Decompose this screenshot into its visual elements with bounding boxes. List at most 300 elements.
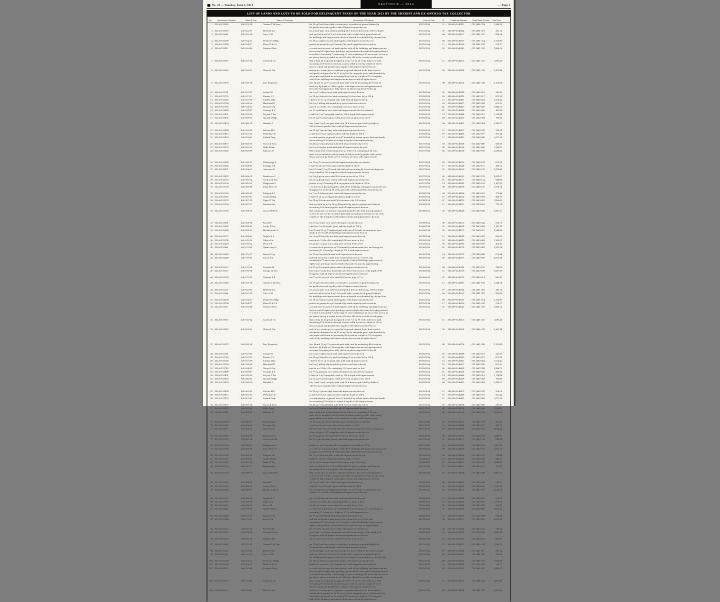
description-line: lot 19 sq 9 brookfield subd with improvements thereon	[309, 253, 363, 256]
table-cell: CB 2481-220	[471, 302, 491, 305]
table-cell: 12	[440, 531, 447, 534]
description-line: lot 2 sq 4 green acres subd 60 ft front on fern st by 132 ft	[309, 434, 365, 437]
description-line: n half lot 5 sq 9 sunnydale subd by 130 ft depth with improvements	[309, 113, 375, 116]
table-cell: 06/27/2014	[418, 428, 440, 431]
table-cell: 041-571-27	[240, 515, 262, 518]
table-cell: 43	[207, 246, 213, 249]
table-cell: 52	[207, 299, 213, 302]
table-cell: 06/30/2014	[418, 531, 440, 534]
description-cell	[309, 44, 419, 47]
table-cell: 041-557-21	[240, 356, 262, 359]
table-cell: 2014-R-0148486	[447, 133, 471, 136]
table-cell: 06/25/2014	[418, 44, 440, 47]
description-cell	[309, 266, 419, 269]
description-line: und int in a certain piece or portion of ground situated in the third ward of	[309, 328, 381, 331]
table-cell: 041-559-07	[240, 371, 262, 374]
table-cell: Savoie Est	[262, 257, 308, 260]
table-cell: CB 2482-017	[471, 356, 491, 359]
table-cell: 14	[440, 515, 447, 518]
table-cell: 21	[207, 136, 213, 139]
description-line: und one half int in lot 9 sq 14 riverside add a certain lot of ground with all	[309, 33, 381, 36]
table-cell: 041-567-01	[240, 458, 262, 461]
table-cell: 2014-R-0148423	[447, 106, 471, 109]
table-cell: 06	[440, 504, 447, 507]
description-line: lot 27 sq 50 crescent view subd 49 ft on arc st by 117 ft	[309, 276, 363, 279]
table-cell: 50	[207, 289, 213, 292]
table-cell: 2014-R-0148625	[447, 200, 471, 203]
table-cell: CB 2481-233	[471, 580, 491, 583]
table-cell: Boudreaux C	[262, 435, 308, 438]
table-cell: 1,246.91	[493, 407, 503, 410]
description-line: designated as lot 20 sq 26 of the pine hills subd bounded by ash and elm sts	[309, 188, 382, 192]
table-cell: 241.65	[495, 352, 503, 356]
table-row	[207, 518, 510, 528]
description-line: lot 6 sq 10 harbor point subd with all improvements thereon	[309, 407, 367, 410]
description-cell	[309, 182, 419, 185]
table-cell: 2014-R-0148317	[447, 553, 471, 556]
description-cell	[309, 165, 419, 168]
description-line: a certain tract or parcel of land together with all the buildings and improvements	[309, 567, 387, 570]
table-cell: 06/25/2014	[418, 567, 440, 570]
table-cell: 2014-R-0148444	[447, 113, 471, 116]
description-cell	[309, 518, 419, 527]
table-cell: CB 2483-102	[471, 266, 491, 269]
table-cell: 2014-0113278	[214, 210, 240, 213]
table-cell: 51	[207, 292, 213, 295]
description-line: lots 14 and 15 sq 27 crestwood park subd each lot measuring 40 ft front on	[309, 343, 382, 346]
table-cell: 42	[207, 243, 213, 246]
table-cell: Hebert L Est	[262, 589, 308, 592]
table-cell: 1,248.36	[493, 23, 503, 26]
table-cell: 041-561-41	[240, 397, 262, 400]
table-cell: 06/30/2014	[418, 246, 440, 249]
table-cell: 2014-0113488	[214, 257, 240, 260]
table-cell: 61	[207, 364, 213, 367]
table-cell: 2014-0113071	[214, 428, 240, 431]
table-cell: CB 2483-057	[471, 489, 491, 492]
table-cell: 041-569-23	[240, 229, 262, 232]
table-cell: CB 2483-102	[471, 528, 491, 531]
table-cell: CB 2481-239	[471, 589, 491, 592]
table-cell: Fontenot Bros	[262, 567, 308, 570]
description-cell	[309, 122, 419, 128]
table-cell: CB 2481-194	[471, 543, 491, 546]
table-cell: Picou J B	[262, 243, 308, 246]
table-cell: 530.71	[495, 481, 503, 484]
table-cell: Carro J M	[262, 292, 308, 295]
table-cell: 041-569-41	[240, 236, 262, 239]
table-cell: 06/26/2014	[418, 382, 440, 385]
description-line: the parish aforesaid together with all improvements thereon	[309, 26, 367, 29]
table-cell: 041-556-01	[240, 328, 262, 331]
table-cell: 041-560-19	[240, 382, 262, 385]
table-cell: 041-571-09	[240, 246, 262, 249]
table-cell: CB 2483-063	[471, 236, 491, 239]
table-row	[207, 82, 510, 92]
description-line: a depth of 145 ft together with improvements and appurtenances thereon	[309, 215, 380, 219]
description-line: the parish aforesaid together with all improvements thereon	[309, 546, 367, 549]
table-cell: 09	[440, 299, 447, 302]
table-cell: 2014-0112541	[214, 553, 240, 556]
description-line: s half lot 3 sq 24 myrtle grove subd by depth of 119 ft	[309, 225, 362, 228]
table-cell: 2014-0112483	[214, 543, 240, 546]
table-cell: 2014-R-0148652	[447, 222, 471, 225]
description-line: st by a depth of 105 ft together with all improvements thereon	[309, 171, 369, 174]
table-cell: CB 2481-214	[471, 299, 491, 302]
table-cell: 041-553-02	[240, 289, 262, 292]
table-cell: 07	[440, 550, 447, 553]
table-cell: 2,549.60	[493, 229, 503, 232]
table-cell: 74	[207, 424, 213, 427]
table-cell: CB 2483-038	[471, 210, 491, 213]
table-cell: 2014-0113396	[214, 239, 240, 242]
table-cell: 06/30/2014	[418, 253, 440, 256]
description-line: as lot 5 of sq 17 of the westmoreland subd measuring 55 ft front on vine st by	[309, 212, 384, 216]
description-line: that certain lot of ground designated as lot 7 of sq 19 of the belleview subd	[309, 579, 382, 583]
table-cell: 2014-0113537	[214, 270, 240, 273]
table-cell: 2014-R-0148610	[447, 196, 471, 199]
description-line: a certain lot of ground in sq 72 bounded by annunciation race and orange sts	[309, 246, 383, 249]
table-cell: 12	[440, 390, 447, 393]
table-cell: Yarborough L	[262, 421, 308, 424]
description-cell	[309, 580, 419, 589]
table-cell: CB 2481-201	[471, 289, 491, 292]
table-cell: CB 2482-011	[471, 92, 491, 95]
table-cell: CB 2482-083	[471, 136, 491, 139]
table-cell: Bellford Est	[262, 550, 308, 553]
description-line: lot 4 sq 22 pine crest subd measuring 60 ft front on third st by 120 ft in depth	[309, 549, 384, 553]
table-cell: 06/25/2014	[418, 553, 440, 556]
description-cell	[309, 497, 419, 500]
table-cell: CB 2482-090	[471, 143, 491, 146]
description-line: tract in sec 22 t8s r12e containing 1.10 acres more or less	[309, 367, 365, 370]
table-cell: 04	[440, 553, 447, 556]
table-cell: 2014-R-0148465	[447, 122, 471, 125]
description-line: st by a depth of 105 ft together with all improvements thereon	[309, 431, 369, 434]
description-line: portion of ground in sq 41 bounded by canal magnolia and second sts	[309, 43, 377, 46]
description-line: measuring 50 ft front on chestnut st same width in rear by a depth of 150 ft	[309, 62, 382, 66]
table-cell: 964.50	[495, 33, 503, 36]
table-cell: 2014-0112507	[214, 550, 240, 553]
table-cell: 041-559-26	[240, 374, 262, 377]
table-cell: CB 2482-077	[471, 394, 491, 397]
table-cell: 041-556-01	[240, 589, 262, 592]
table-cell: 041-567-01	[240, 196, 262, 199]
table-cell: Olivier Est	[262, 239, 308, 242]
table-cell: 2014-R-0148304	[447, 30, 471, 33]
table-cell: 06/26/2014	[418, 110, 440, 113]
table-cell: 06/27/2014	[418, 150, 440, 153]
table-cell: 06/28/2014	[418, 497, 440, 500]
description-cell	[309, 246, 419, 252]
table-cell: CB 2483-044	[471, 481, 491, 484]
description-line: 140 ft between parallel lines with all improvements thereon	[309, 384, 367, 387]
table-cell: 2014-R-0148540	[447, 165, 471, 168]
table-cell: Boudreaux C	[262, 175, 308, 178]
description-line: lot 40 sq 21 meadowlark subd 50 ft front on lark ln by 125 ft	[309, 142, 368, 146]
description-line: in section 14 township 7 south range 11 east containing 2.45 acres more or less as	[309, 53, 388, 56]
table-cell: 2014-R-0148695	[447, 501, 471, 504]
description-line: lots 9 10 and 11 sq 29 south side add each measuring 40 ft front on dorgenois	[309, 168, 384, 171]
description-cell	[309, 462, 419, 465]
description-cell	[309, 328, 419, 340]
table-cell: 041-561-05	[240, 390, 262, 393]
table-cell: 041-554-11	[240, 560, 262, 563]
table-cell: 041-557-39	[240, 99, 262, 102]
description-cell	[309, 408, 419, 411]
table-cell: 2,874.46	[493, 428, 503, 431]
table-cell: 376.48	[495, 192, 503, 195]
table-cell: 2014-0113348	[214, 229, 240, 232]
table-cell: 041-562-34	[240, 146, 262, 149]
table-cell: CB 2481-201	[471, 30, 491, 33]
table-cell: Thibodaux R	[262, 394, 308, 397]
description-line: per plat of survey recorded in cob 412 folio 188 of the records of said parish	[309, 56, 383, 59]
description-cell	[309, 243, 419, 246]
description-line: lots 1 and 2 sq 5 east gate subd each 50 ft front on gate blvd by depth of	[309, 122, 379, 125]
table-cell: 2014-R-0148374	[447, 82, 471, 85]
table-cell: 06/27/2014	[418, 435, 440, 438]
table-cell: Credeur & Fils	[262, 438, 308, 441]
table-cell: 06/26/2014	[418, 122, 440, 125]
description-cell	[309, 378, 419, 381]
table-cell: Prejean T Est	[262, 113, 308, 116]
table-cell: 05	[440, 485, 447, 488]
table-cell: 07	[440, 30, 447, 33]
table-cell: 2014-0112726	[214, 356, 240, 359]
table-cell: CB 2483-069	[471, 239, 491, 242]
description-cell	[309, 567, 419, 579]
table-cell: 13	[440, 360, 447, 363]
description-line: und one third int in lot 14 sq 48 bounded by gravier palmyra and clark sts	[309, 465, 380, 468]
column-header: Date of Sale	[423, 19, 435, 22]
table-cell: 673.48	[495, 514, 503, 517]
table-cell: 6	[207, 47, 213, 50]
table-cell: 03	[440, 567, 447, 570]
table-cell: 84	[207, 472, 213, 475]
table-cell: 11	[440, 465, 447, 468]
description-cell	[309, 47, 419, 59]
description-line: lot 11 sq 30 bay side terr subd with improvements thereon	[309, 235, 366, 238]
table-cell: 2014-0112637	[214, 60, 240, 63]
table-cell: 1,118.08	[493, 113, 503, 116]
table-cell: 041-560-19	[240, 122, 262, 125]
table-cell: 2014-0112874	[214, 122, 240, 125]
table-cell: 041-566-26	[240, 454, 262, 457]
table-cell: 041-562-16	[240, 404, 262, 407]
description-cell	[309, 454, 419, 457]
table-cell: 47	[207, 270, 213, 273]
table-cell: 725.39	[495, 203, 503, 206]
table-cell: 07	[440, 133, 447, 136]
table-cell: 041-568-12	[240, 472, 262, 475]
description-cell	[309, 150, 419, 159]
table-cell: 2014-0112594	[214, 564, 240, 567]
table-cell: Arcement B	[262, 428, 308, 431]
description-cell	[309, 200, 419, 203]
table-cell: 041-562-34	[240, 408, 262, 411]
table-cell: 041-572-38	[240, 531, 262, 534]
table-cell: 20	[207, 133, 213, 136]
table-cell: CB 2482-128	[471, 435, 491, 438]
table-cell: 2014-0113559	[214, 276, 240, 279]
table-cell: 2014-0112507	[214, 30, 240, 33]
table-cell: 2014-R-0148322	[447, 40, 471, 43]
table-cell: 81	[207, 458, 213, 461]
table-cell: 06/25/2014	[418, 319, 440, 322]
table-cell: 1,092.40	[493, 579, 503, 583]
table-cell: 06/25/2014	[418, 40, 440, 43]
table-cell: 34	[207, 200, 213, 203]
table-cell: CB 2483-114	[471, 538, 491, 541]
table-cell: 041-565-14	[240, 179, 262, 182]
description-line: that certain piece or portion of ground situated in the sixth ward designated	[309, 209, 382, 213]
table-cell: 06/30/2014	[418, 515, 440, 518]
table-cell: 3,415.88	[493, 589, 503, 592]
table-cell: 2014-0113046	[214, 165, 240, 168]
table-cell: 3,415.88	[493, 69, 503, 72]
description-line: a certain portion of ground in sq 52 bounded by walnut spruce third and fourth	[309, 136, 385, 139]
table-cell: 2014-0113229	[214, 462, 240, 465]
ledger-table	[207, 17, 511, 602]
table-cell: 53	[207, 302, 213, 305]
table-cell: 15	[440, 60, 447, 63]
table-row	[207, 185, 510, 192]
table-cell: 815.58	[495, 161, 503, 164]
table-cell: 06/28/2014	[418, 229, 440, 232]
table-cell: 06/28/2014	[418, 203, 440, 206]
description-line: n half lot 16 sq 12 ridgefield subd by depth of 122 ft	[309, 458, 360, 461]
description-line: said parish designated as lot 22 of sq 8 of the magnolia grove subd bounded by	[309, 72, 386, 75]
table-cell: 91	[207, 508, 213, 511]
table-cell: 2014-0112652	[214, 328, 240, 331]
table-cell: CB 2483-114	[471, 276, 491, 279]
table-cell: CB 2482-064	[471, 122, 491, 125]
description-cell	[309, 282, 419, 288]
table-cell: Bellford Est	[262, 30, 308, 33]
table-cell: 452.87	[495, 504, 503, 507]
table-cell: 26	[207, 165, 213, 168]
table-cell: 814.25	[495, 235, 503, 238]
description-line: und one third int in lot 14 sq 48 bounded by gravier palmyra and clark sts	[309, 203, 380, 206]
table-cell: 2014-R-0148610	[447, 458, 471, 461]
description-line: lot 21 sq 2 arbor view subd with improvements thereon	[309, 481, 363, 484]
description-line: portion of sq 61 fronting 48 ft on prytania st by depth of 118 ft	[309, 182, 370, 185]
table-cell: 103	[209, 579, 213, 583]
table-cell: 06/26/2014	[418, 356, 440, 359]
table-cell: 2014-R-0148508	[447, 404, 471, 407]
table-cell: 04	[440, 528, 447, 531]
table-cell: 06/26/2014	[418, 360, 440, 363]
table-cell: 2014-0112856	[214, 117, 240, 120]
column-header: Deed Book & Folio	[472, 19, 489, 22]
table-cell: 2014-R-0148689	[447, 236, 471, 239]
table-cell: 4,812.90	[493, 518, 503, 521]
table-cell: 2014-0112809	[214, 110, 240, 113]
table-cell: 06/28/2014	[418, 225, 440, 228]
description-line: a certain lot of ground in sq 72 bounded by annunciation race and orange sts	[309, 508, 383, 511]
description-cell	[309, 186, 419, 192]
table-cell: 041-555-08	[240, 567, 262, 570]
table-cell: 38	[207, 225, 213, 228]
table-cell: CB 2482-128	[471, 175, 491, 178]
table-cell: 44	[207, 253, 213, 256]
table-cell: 964.50	[495, 553, 503, 556]
table-cell: 518.77	[495, 563, 503, 566]
description-line: lot 8 sq 2 hilltop add bounded by first second and cedar sts	[309, 363, 366, 366]
table-cell: 2,804.13	[493, 567, 503, 570]
table-cell: 2014-0113207	[214, 196, 240, 199]
description-cell	[309, 394, 419, 397]
table-cell: Quentin Hldgs	[262, 378, 308, 381]
table-cell: 2014-R-0148716	[447, 246, 471, 249]
table-cell: 1,246.91	[493, 146, 503, 149]
description-line: lot 35 sq 40 lakeshore manor subd with improvements thereon	[309, 438, 370, 441]
table-cell: 30	[207, 182, 213, 185]
table-cell: 09	[440, 378, 447, 381]
table-cell: Ximenes R	[262, 150, 308, 153]
table-cell: 01	[440, 371, 447, 374]
table-cell: 06/25/2014	[418, 589, 440, 592]
table-cell: 2014-R-0148695	[447, 239, 471, 242]
table-cell: 469.12	[495, 424, 503, 427]
table-cell: 2014-0113419	[214, 243, 240, 246]
table-cell: 2014-R-0148368	[447, 589, 471, 592]
table-cell: CB 2483-095	[471, 518, 491, 521]
table-cell: Marchand D	[262, 102, 308, 105]
table-cell: 13	[207, 102, 213, 105]
table-cell: 85	[207, 481, 213, 484]
description-line: per plat of survey recorded in cob 412 folio 188 of the records of said parish	[309, 576, 383, 579]
description-cell	[309, 146, 419, 149]
table-cell: 814.25	[495, 497, 503, 500]
table-cell: 1,457.63	[493, 182, 503, 185]
table-cell: 948.15	[495, 196, 503, 199]
description-line: e half lot 24 sq 16 twin oaks subd by depth of 128 ft	[309, 164, 360, 168]
description-line: rights ways privileges and servitudes thereunto in anywise appertaining	[309, 524, 379, 527]
table-cell: 07	[440, 276, 447, 279]
table-cell: 7	[207, 60, 213, 63]
table-cell: 2014-0113118	[214, 179, 240, 182]
column-header: Ward & Item	[245, 19, 257, 22]
table-cell: Ocampo R V	[262, 371, 308, 374]
description-line: the buildings and improvements thereon situated in sq bounded by elm and vine	[309, 36, 387, 39]
table-cell: 2014-R-0148486	[447, 394, 471, 397]
table-cell: 02	[440, 489, 447, 492]
column-header: Name of Taxpayer	[277, 19, 294, 22]
table-cell: 2014-R-0148529	[447, 411, 471, 414]
table-cell: 77	[207, 438, 213, 441]
table-cell: 1,039.27	[493, 434, 503, 437]
description-line: birch ave by depth of 110 ft together with improvements and appurtenances	[309, 346, 383, 349]
description-cell	[309, 501, 419, 504]
table-cell: Kastner P J	[262, 95, 308, 98]
description-cell	[309, 508, 419, 514]
table-cell: 041-572-20	[240, 266, 262, 269]
table-cell: 688.90	[495, 438, 503, 441]
table-cell: 06/25/2014	[418, 47, 440, 50]
table-cell: CB 2482-096	[471, 408, 491, 411]
table-cell: CB 2481-246	[471, 343, 491, 346]
table-cell: 06/26/2014	[418, 136, 440, 139]
table-cell: 041-553-19	[240, 33, 262, 36]
table-cell: 766.83	[495, 116, 503, 120]
table-cell: Ocampo R V	[262, 110, 308, 113]
table-cell: 06/27/2014	[418, 161, 440, 164]
table-cell: 2014-0112611	[214, 306, 240, 309]
table-cell: 941.02	[495, 538, 503, 541]
description-cell	[309, 428, 419, 434]
